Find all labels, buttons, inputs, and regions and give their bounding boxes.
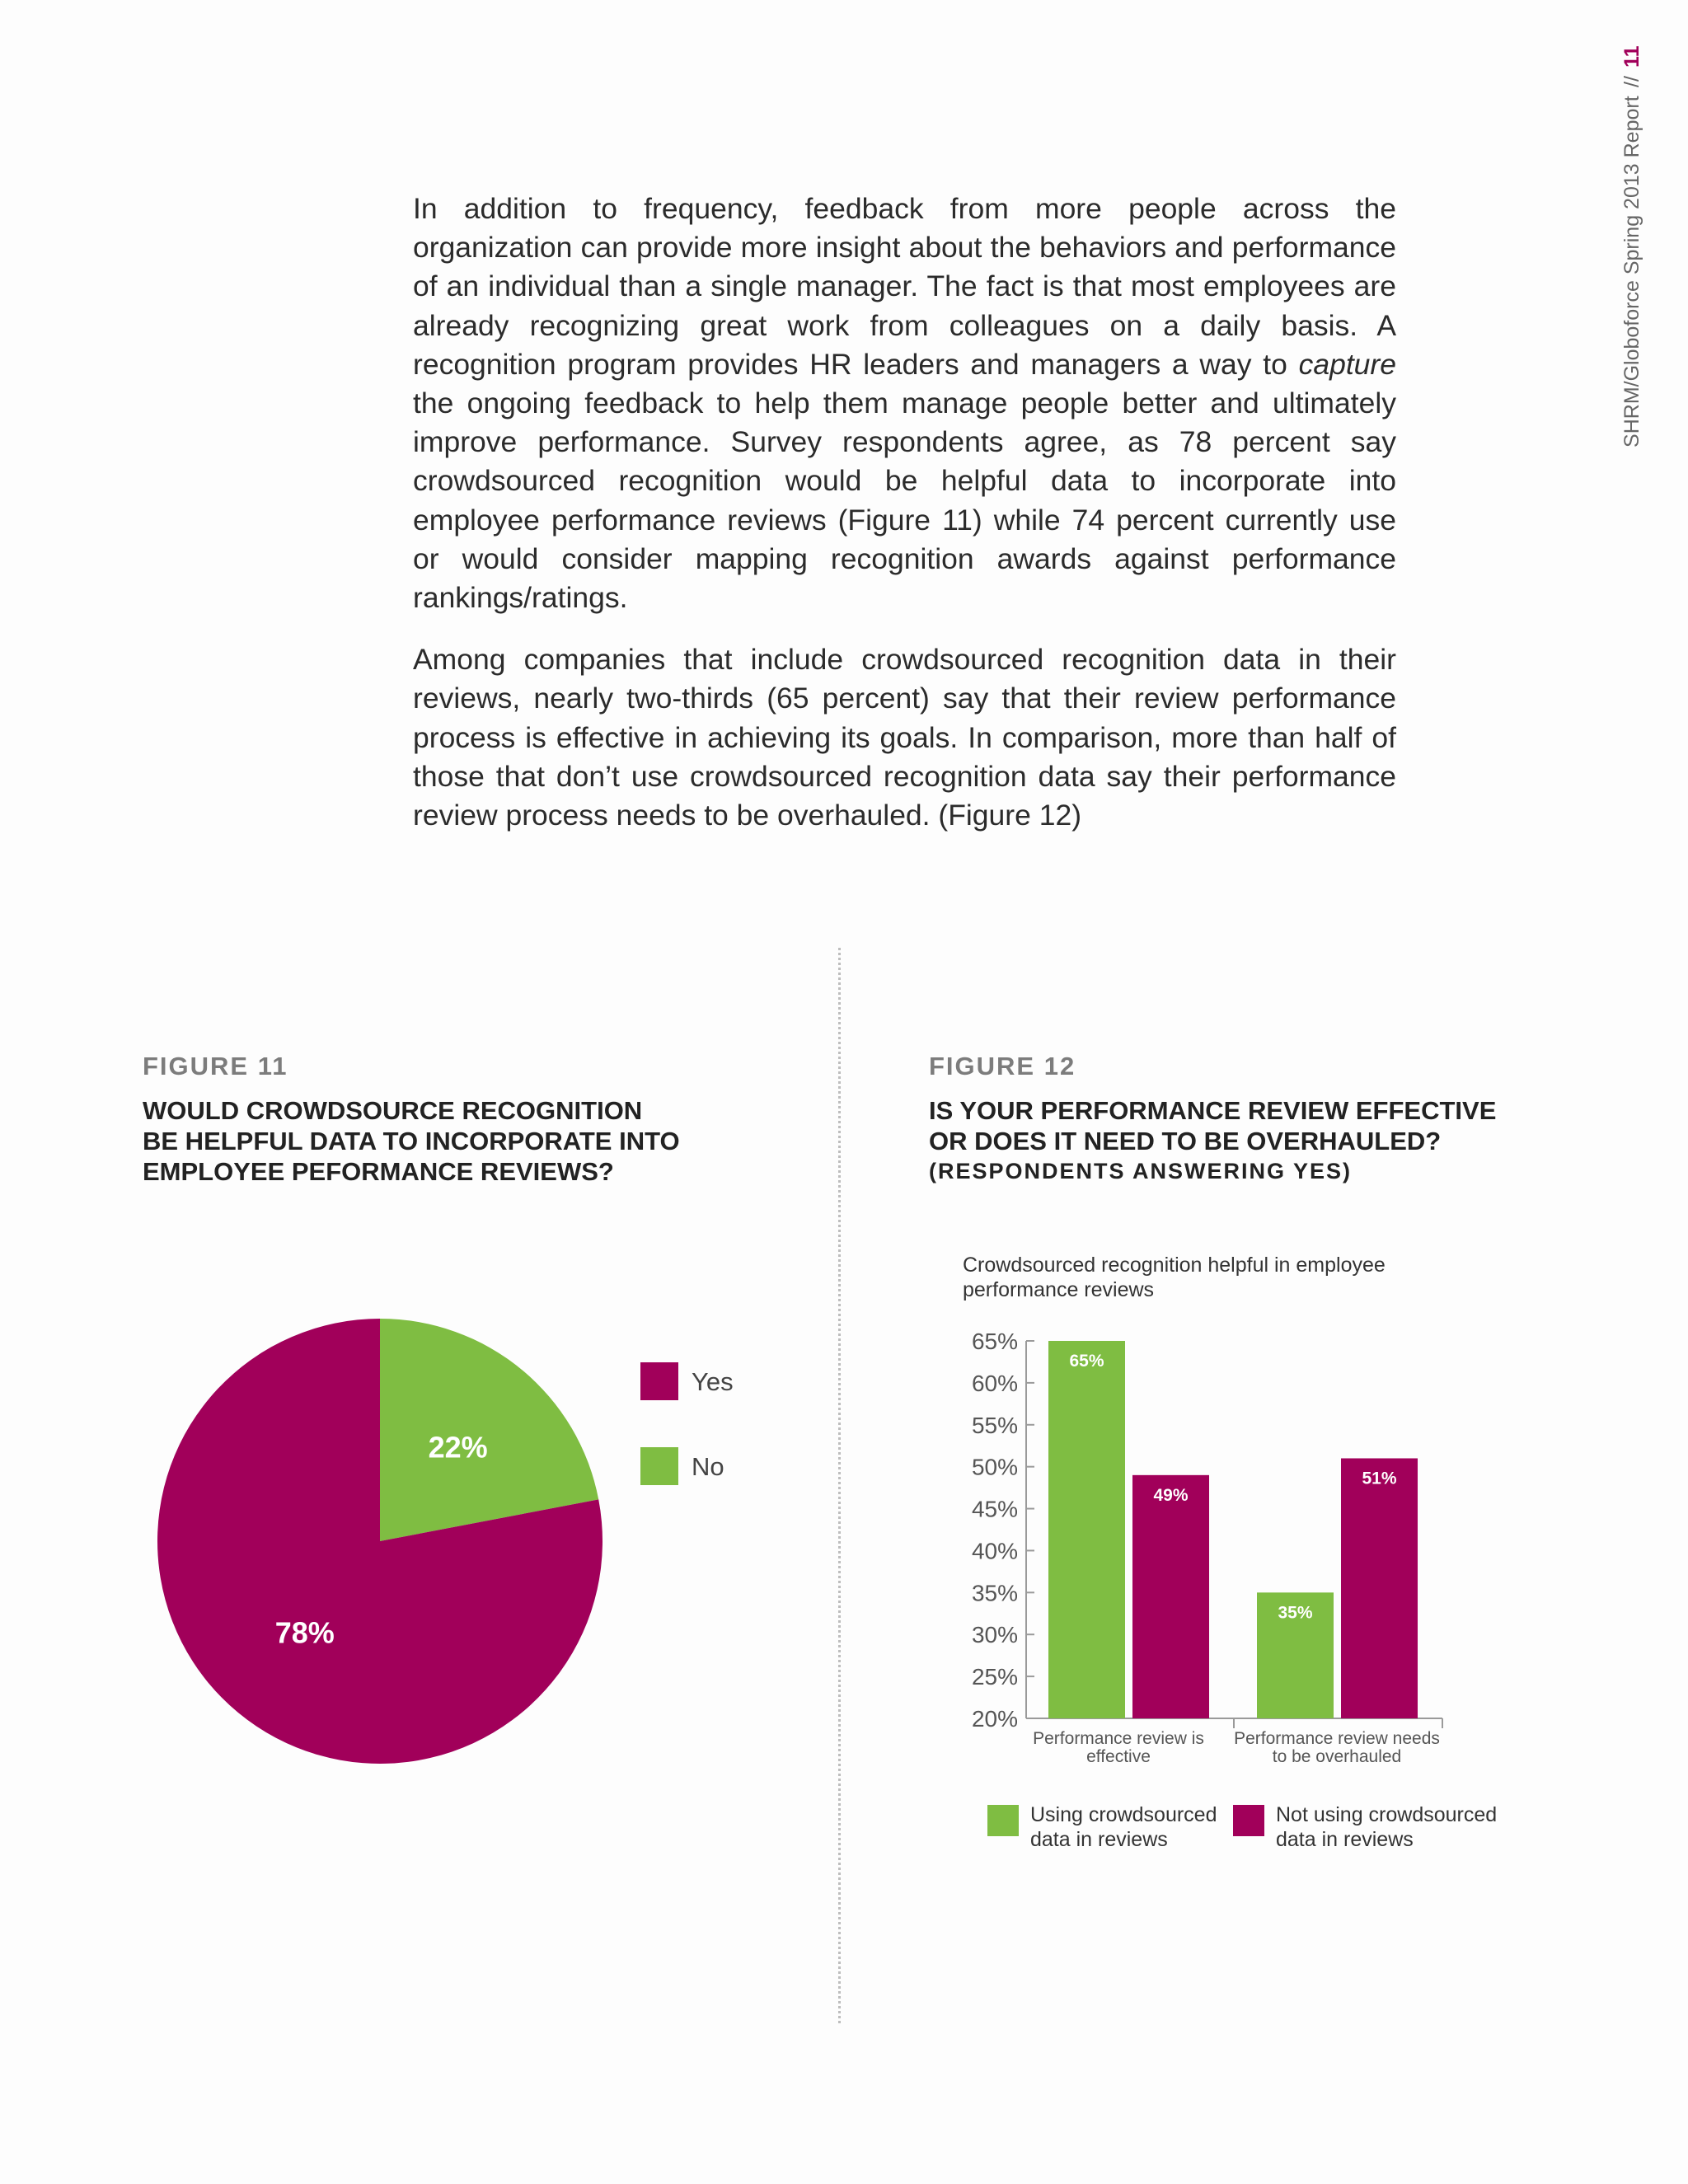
figure-11-title-line-1: WOULD CROWDSOURCE RECOGNITION: [143, 1096, 643, 1125]
bar-legend-swatch-0: [987, 1805, 1019, 1836]
pie-legend-label-no: No: [692, 1452, 724, 1481]
x-category-label: effective: [1086, 1747, 1151, 1766]
x-category-label: to be overhauled: [1272, 1747, 1402, 1766]
bar-legend-label-1: Not using crowdsourced: [1276, 1803, 1498, 1826]
y-tick-label: 50%: [971, 1454, 1018, 1480]
pie-label-yes: 78%: [274, 1615, 335, 1650]
pie-legend-label-yes: Yes: [692, 1367, 734, 1396]
y-tick-label: 60%: [971, 1370, 1018, 1396]
paragraph-1-emphasis: capture: [1298, 347, 1396, 381]
bar-legend-label-0: data in reviews: [1030, 1828, 1168, 1851]
figure-12-title-line-1: IS YOUR PERFORMANCE REVIEW EFFECTIVE: [929, 1096, 1497, 1125]
bar-legend-swatch-1: [1233, 1805, 1264, 1836]
paragraph-1-part-b: the ongoing feedback to help them manage people better and ultimately improve performance. Survey respondents agree, as 78 percent say crowdsourced recognition would be helpful data to incorporate into employee performance reviews (Figure 11) while 74 percent currently use or would consider mapping recognition awards against performance rankings/ratings.: [413, 387, 1396, 615]
y-tick-label: 30%: [971, 1622, 1018, 1648]
y-tick-label: 55%: [971, 1412, 1018, 1438]
bar-legend-label-1: data in reviews: [1276, 1828, 1414, 1851]
pie-label-no: 22%: [428, 1430, 488, 1465]
bar-not-using-1: [1341, 1458, 1418, 1718]
paragraph-1-part-a: In addition to frequency, feedback from more people across the organization can provide more insight about the behaviors and performance of an individual than a single manager. The fact is that most employees are already recognizing great work from colleagues on a daily basis. A recognition program provides HR leaders and managers a way to: [413, 192, 1396, 381]
bar-value-label: 49%: [1153, 1485, 1189, 1505]
figure-12-subtitle: (RESPONDENTS ANSWERING YES): [929, 1159, 1353, 1183]
bar-value-label: 65%: [1069, 1352, 1104, 1371]
bar-not-using-0: [1132, 1475, 1209, 1718]
y-tick-label: 40%: [971, 1538, 1018, 1564]
y-tick-label: 25%: [971, 1664, 1018, 1690]
running-separator: //: [1620, 76, 1643, 88]
bar-value-label: 35%: [1278, 1603, 1313, 1623]
x-category-label: Performance review needs: [1234, 1729, 1440, 1748]
y-tick-label: 65%: [971, 1329, 1018, 1354]
figure-11-title-line-3: EMPLOYEE PEFORMANCE REVIEWS?: [143, 1157, 614, 1186]
figure-11-label: FIGURE 11: [143, 1052, 288, 1080]
bar-legend-label-0: Using crowdsourced: [1030, 1803, 1217, 1826]
page-number: 11: [1620, 46, 1643, 68]
y-tick-label: 45%: [971, 1496, 1018, 1522]
y-tick-label: 20%: [971, 1706, 1018, 1732]
paragraph-2: Among companies that include crowdsourced recognition data in their reviews, nearly two-thirds (65 percent) say that their review performance process is effective in achieving its goals. In comparison, more than half of those that don’t use crowdsourced recognition data say their performance review process needs to be overhauled. (Figure 12): [413, 643, 1396, 832]
bar-value-label: 51%: [1362, 1469, 1397, 1488]
figure-12-title-line-2: OR DOES IT NEED TO BE OVERHAULED?: [929, 1127, 1442, 1155]
running-title: SHRM/Globoforce Spring 2013 Report: [1620, 96, 1643, 448]
figure-12-label: FIGURE 12: [929, 1052, 1076, 1080]
x-category-label: Performance review is: [1033, 1729, 1204, 1748]
bar-using-0: [1048, 1341, 1125, 1718]
figure-12-note: Crowdsourced recognition helpful in employee performance reviews: [963, 1254, 1386, 1301]
y-tick-label: 35%: [971, 1580, 1018, 1606]
figure-11-title-line-2: BE HELPFUL DATA TO INCORPORATE INTO: [143, 1127, 680, 1155]
